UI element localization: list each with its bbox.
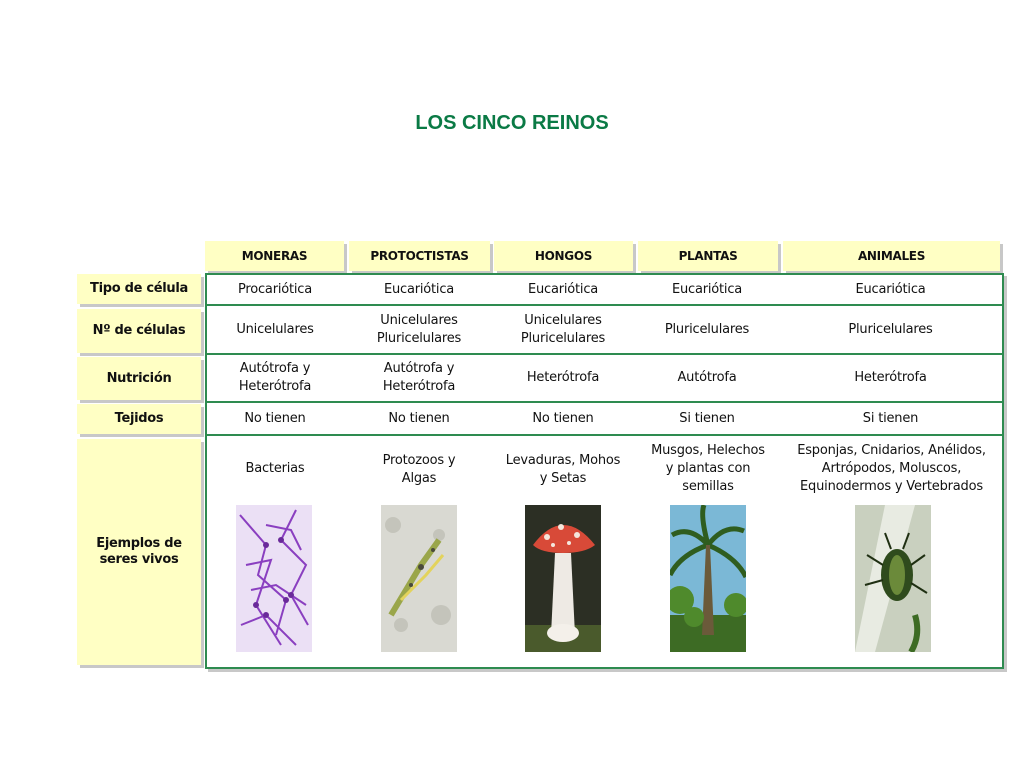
cell-animales-ejemplos: Esponjas, Cnidarios, Anélidos, Artrópodos, Moluscos, Equinodermos y Vertebrados <box>797 443 986 494</box>
cell-animales-nutricion: Heterótrofa <box>854 370 927 385</box>
row-header-tipo-celula: Tipo de célula <box>77 274 201 304</box>
column-header-hongos: HONGOS <box>494 241 633 271</box>
cell-plantas-nutricion: Autótrofa <box>677 370 737 385</box>
cell-protoctistas-nutricion: Autótrofa y Heterótrofa <box>382 361 456 394</box>
cell-plantas-ejemplos: Musgos, Helechos y plantas con semillas <box>651 443 765 494</box>
cell-moneras-numero: Unicelulares <box>236 321 314 337</box>
cell-protoctistas-tipo: Eucariótica <box>383 281 455 297</box>
protist-algae-image <box>381 505 457 652</box>
cell-plantas-tipo: Eucariótica <box>671 281 743 297</box>
cell-hongos-nutricion: Heterótrofa <box>526 370 600 385</box>
cell-plantas-numero: Pluricelulares <box>664 321 750 337</box>
cell-animales-tipo: Eucariótica <box>855 281 926 297</box>
cell-animales-numero: Pluricelulares <box>848 321 933 337</box>
column-header-protoctistas: PROTOCTISTAS <box>349 241 490 271</box>
row-divider <box>205 434 1002 436</box>
column-header-moneras: MONERAS <box>205 241 344 271</box>
cell-plantas-tejidos: Si tienen <box>679 410 735 426</box>
mushroom-image <box>525 505 601 652</box>
cell-hongos-tipo: Eucariótica <box>527 281 599 297</box>
palm-plant-image <box>670 505 746 652</box>
cell-protoctistas-tejidos: No tienen <box>388 410 450 426</box>
cell-moneras-nutricion: Autótrofa y Heterótrofa <box>238 361 312 394</box>
bacteria-micrograph-image <box>236 505 312 652</box>
column-header-animales: ANIMALES <box>783 241 1000 271</box>
cell-moneras-tejidos: No tienen <box>244 410 306 426</box>
cell-moneras-ejemplos: Bacterias <box>245 461 305 476</box>
row-header-nutricion: Nutrición <box>77 357 201 400</box>
page-title: LOS CINCO REINOS <box>415 112 609 134</box>
row-header-ejemplos: Ejemplos de seres vivos <box>77 439 201 665</box>
beetle-insect-image <box>855 505 931 652</box>
cell-protoctistas-ejemplos: Protozoos y Algas <box>382 453 456 486</box>
row-header-tejidos: Tejidos <box>77 404 201 434</box>
row-header-numero-celulas: Nº de células <box>77 309 201 353</box>
column-header-plantas: PLANTAS <box>638 241 778 271</box>
cell-moneras-tipo: Procariótica <box>237 281 313 297</box>
cell-animales-tejidos: Si tienen <box>862 410 919 426</box>
cell-hongos-ejemplos: Levaduras, Mohos y Setas <box>505 453 621 486</box>
cell-protoctistas-numero: Unicelulares Pluricelulares <box>376 312 462 346</box>
cell-hongos-numero: Unicelulares Pluricelulares <box>520 312 606 346</box>
cell-hongos-tejidos: No tienen <box>532 410 594 426</box>
